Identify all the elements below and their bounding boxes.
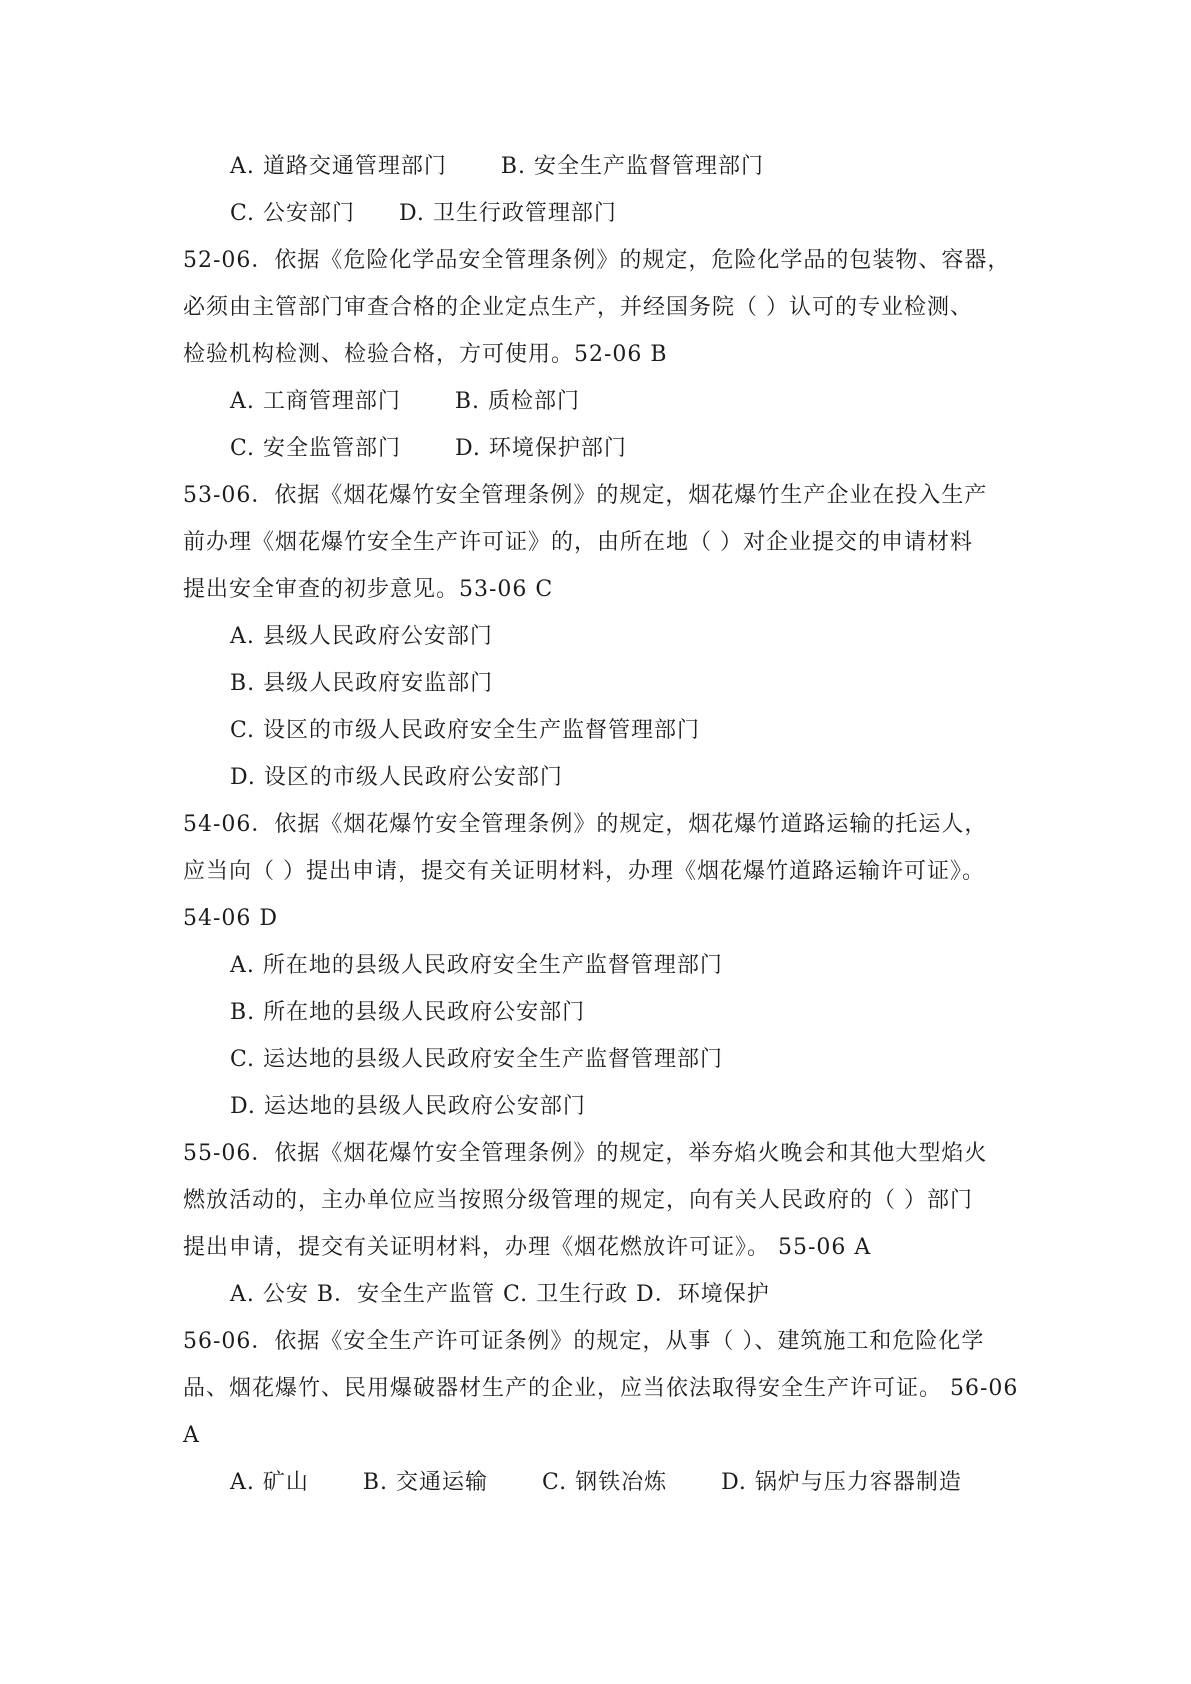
question-52-line: 52-06．依据《危险化学品安全管理条例》的规定，危险化学品的包装物、容器， [183,248,1011,273]
question-56-line: 56-06．依据《安全生产许可证条例》的规定，从事（ ）、建筑施工和危险化学 [183,1329,985,1354]
option-row [230,152,764,182]
option-c: C. 公安部门 [230,201,356,226]
option-a: A. 道路交通管理部门 [230,154,447,179]
option-a: A. 县级人民政府公安部门 [230,624,493,649]
question-53-line: 前办理《烟花爆竹安全生产许可证》的，由所在地（ ）对企业提交的申请材料 [183,530,973,555]
question-55-line: 燃放活动的，主办单位应当按照分级管理的规定，向有关人民政府的（ ）部门 [183,1188,973,1213]
question-54-line: 54-06．依据《烟花爆竹安全管理条例》的规定，烟花爆竹道路运输的托运人， [183,812,988,837]
question-56-line: 品、烟花爆竹、民用爆破器材生产的企业，应当依法取得安全生产许可证。 56-06 [183,1376,1019,1401]
question-52-line: 检验机构检测、检验合格，方可使用。52-06 B [183,342,668,367]
question-53-line: 53-06．依据《烟花爆竹安全管理条例》的规定，烟花爆竹生产企业在投入生产 [183,483,988,508]
option-row [230,199,617,229]
question-56-line: A [183,1423,200,1448]
question-52-line: 必须由主管部门审查合格的企业定点生产，并经国务院（ ）认可的专业检测、 [183,295,973,320]
option-a: A. 所在地的县级人民政府安全生产监督管理部门 [230,953,723,978]
question-54-line: 54-06 D [183,906,279,931]
option-b: B. 质检部门 [454,389,581,414]
question-54-line: 应当向（ ）提出申请，提交有关证明材料，办理《烟花爆竹道路运输许可证》。 [183,859,985,884]
option-c: C. 安全监管部门 [230,436,402,461]
option-d: D. 卫生行政管理部门 [399,201,617,226]
option-a: A. 工商管理部门 [230,389,401,414]
option-d: D. 锅炉与压力容器制造 [721,1470,962,1495]
option-c: C. 设区的市级人民政府安全生产监督管理部门 [230,718,701,743]
option-row [230,1468,962,1498]
option-b: B. 交通运输 [362,1470,489,1495]
option-b: B. 所在地的县级人民政府公安部门 [230,1000,586,1025]
option-row: A. 公安 B．安全生产监管 C. 卫生行政 D．环境保护 [230,1282,770,1307]
option-d: D. 设区的市级人民政府公安部门 [230,765,563,790]
option-row [230,434,627,464]
option-row [230,387,580,417]
option-d: D. 环境保护部门 [455,436,627,461]
option-b: B. 安全生产监督管理部门 [500,154,765,179]
option-a: A. 矿山 [230,1470,309,1495]
question-53-line: 提出安全审查的初步意见。53-06 C [183,577,554,602]
question-55-line: 55-06．依据《烟花爆竹安全管理条例》的规定，举夯焰火晚会和其他大型焰火 [183,1141,988,1166]
option-c: C. 运达地的县级人民政府安全生产监督管理部门 [230,1047,724,1072]
question-55-line: 提出申请，提交有关证明材料，办理《烟花燃放许可证》。 55-06 A [183,1235,872,1260]
option-b: B. 县级人民政府安监部门 [230,671,494,696]
option-d: D. 运达地的县级人民政府公安部门 [230,1094,586,1119]
option-c: C. 钢铁冶炼 [542,1470,668,1495]
